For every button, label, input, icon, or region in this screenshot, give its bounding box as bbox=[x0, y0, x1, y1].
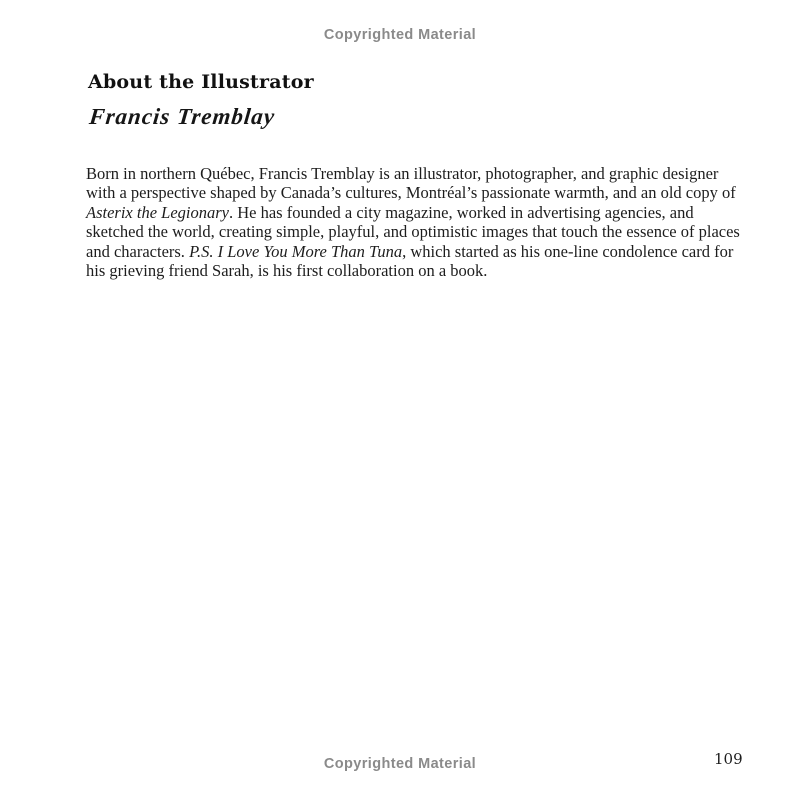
author-signature: Francis Tremblay bbox=[88, 104, 277, 129]
page-number: 109 bbox=[714, 750, 743, 768]
bio-paragraph: Born in northern Québec, Francis Tremblay is an illustrator, photographer, and graphic designer with a perspective shaped by Canada’s cultures, Montréal’s passionate warmth, and an old copy of Asterix the Legionary. He has founded a city magazine, worked in advertising agencies, and sketched the world, creating simple, playful, and optimistic images that touch the essence of places and characters. P.S. I Love You More Than Tuna, which started as his one-line condolence card for his grieving friend Sarah, is his first collaboration on a book. bbox=[86, 163, 740, 281]
copyright-watermark-bottom: Copyrighted Material bbox=[323, 756, 477, 772]
copyright-watermark-top: Copyrighted Material bbox=[323, 27, 477, 43]
chapter-heading: About the Illustrator bbox=[88, 70, 314, 93]
